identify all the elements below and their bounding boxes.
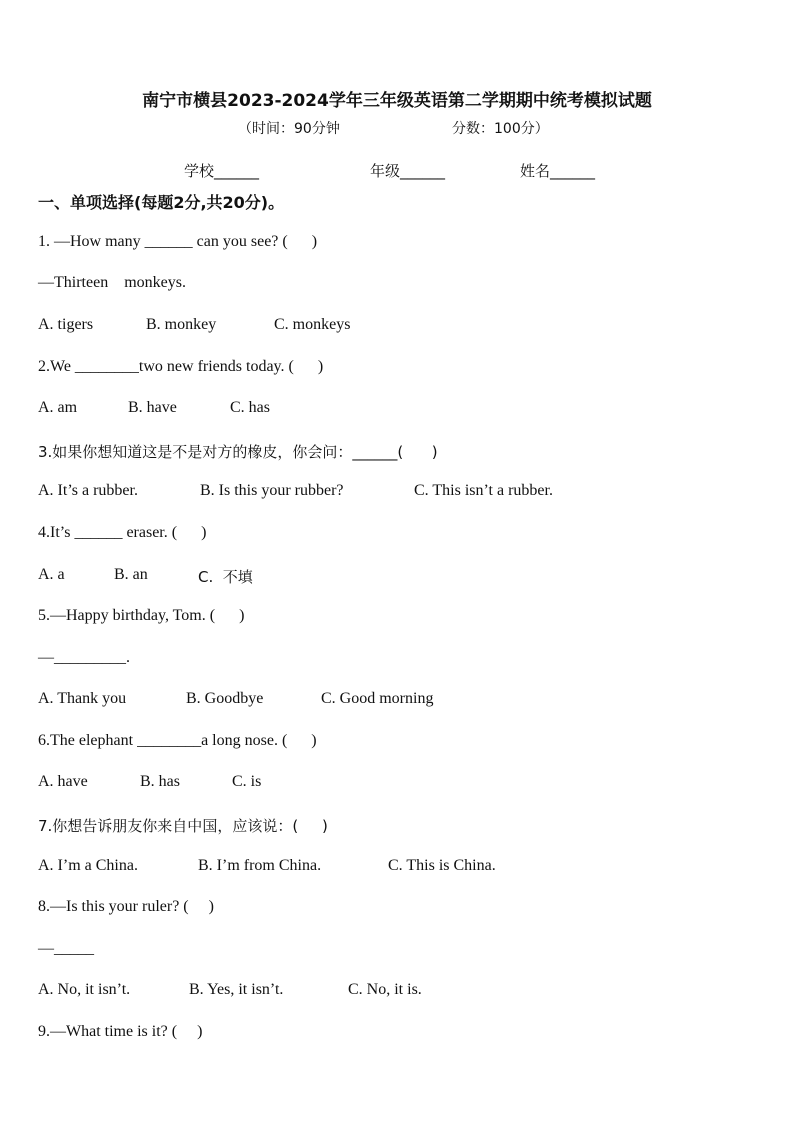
- section-heading: 一、单项选择(每题2分,共20分)。: [38, 193, 285, 212]
- option-b: B. an: [114, 566, 148, 583]
- option-b: B. Goodbye: [186, 690, 264, 707]
- option-b: B. monkey: [146, 316, 217, 333]
- question-5-answer-line: —_________.: [38, 649, 130, 666]
- option-a: A. a: [38, 566, 65, 583]
- question-6: 6.The elephant ________a long nose. ( ): [38, 732, 317, 749]
- question-1-answer-line: —Thirteen monkeys.: [38, 274, 186, 291]
- option-a: A. have: [38, 773, 88, 790]
- option-a: A. am: [38, 399, 78, 416]
- question-8-answer-line: —_____: [38, 940, 94, 957]
- option-a: A. No, it isn’t.: [38, 981, 131, 998]
- school-field: 学校______: [184, 162, 260, 180]
- option-a: A. tigers: [38, 316, 94, 333]
- option-c: C. is: [232, 773, 262, 790]
- exam-time: （时间：90分钟: [238, 121, 340, 137]
- option-a: A. It’s a rubber.: [38, 482, 138, 499]
- option-b: B. Is this your rubber?: [200, 482, 344, 499]
- option-c: C. This isn’t a rubber.: [414, 482, 553, 499]
- option-c: C. has: [230, 399, 270, 416]
- question-2: 2.We ________two new friends today. ( ): [38, 358, 324, 375]
- question-3: 3.如果你想知道这是不是对方的橡皮，你会问：______( ): [38, 443, 438, 461]
- option-b: B. I’m from China.: [198, 857, 322, 874]
- question-9: 9.—What time is it? ( ): [38, 1023, 203, 1040]
- name-field: 姓名______: [520, 162, 596, 180]
- question-7: 7.你想告诉朋友你来自中国，应该说：( ): [38, 817, 328, 835]
- question-8: 8.—Is this your ruler? ( ): [38, 898, 214, 915]
- exam-title: 南宁市横县2023-2024学年三年级英语第二学期期中统考模拟试题: [142, 91, 652, 111]
- option-b: B. have: [128, 399, 177, 416]
- option-c: C. 不填: [198, 568, 253, 586]
- option-b: B. has: [140, 773, 180, 790]
- question-1: 1. —How many ______ can you see? ( ): [38, 233, 318, 250]
- question-4: 4.It’s ______ eraser. ( ): [38, 524, 207, 541]
- option-c: C. monkeys: [274, 316, 351, 333]
- option-c: C. No, it is.: [348, 981, 422, 998]
- option-a: A. Thank you: [38, 690, 127, 707]
- option-c: C. Good morning: [321, 690, 434, 707]
- option-a: A. I’m a China.: [38, 857, 138, 874]
- option-c: C. This is China.: [388, 857, 496, 874]
- grade-field: 年级______: [370, 162, 446, 180]
- option-b: B. Yes, it isn’t.: [189, 981, 284, 998]
- exam-score: 分数：100分）: [452, 121, 549, 137]
- question-5: 5.—Happy birthday, Tom. ( ): [38, 607, 245, 624]
